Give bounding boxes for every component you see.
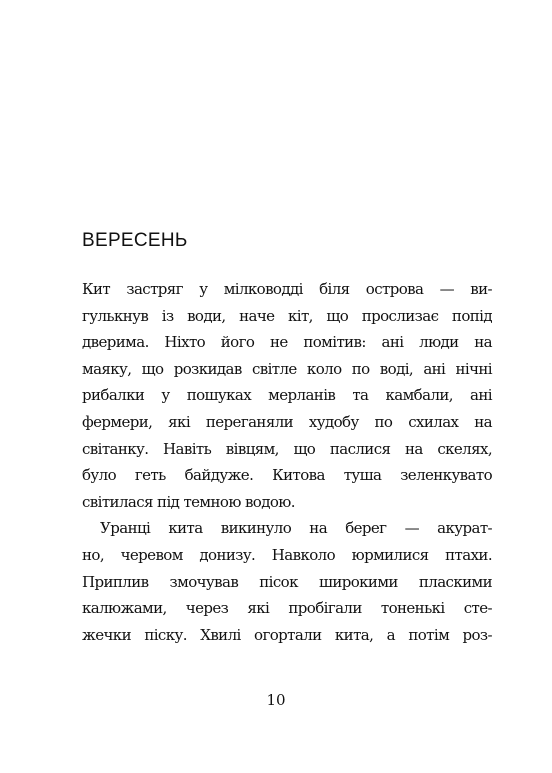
text-line: жечки піску. Хвилі огортали кита, а потім роз- — [82, 625, 492, 644]
text-line: світанку. Навіть вівцям, що паслися на скелях, — [82, 439, 492, 458]
text-line: маяку, що розкидав світле коло по воді, ані нічні — [82, 359, 492, 378]
text-line: рибалки у пошуках мерланів та камбали, ані — [82, 386, 492, 405]
body-text — [82, 276, 492, 648]
text-line: Приплив змочував пісок широкими пласкими — [82, 572, 492, 591]
text-line: світилася під темною водою. — [82, 492, 295, 511]
text-line: було геть байдуже. Китова туша зеленкувато — [82, 466, 492, 485]
text-line: Уранці кита викинуло на берег — акурат- — [100, 519, 492, 538]
text-line: но, черевом донизу. Навколо юрмилися птахи. — [82, 545, 492, 564]
text-line: калюжами, через які пробігали тоненькі сте- — [82, 599, 492, 618]
text-line: фермери, які переганяли худобу по схилах на — [82, 412, 492, 431]
page-number: 10 — [266, 691, 286, 709]
text-line: гулькнув із води, наче кіт, що прослизає попід — [82, 306, 492, 325]
chapter-title: ВЕРЕСЕНЬ — [82, 230, 188, 251]
text-line: Кит застряг у мілководді біля острова — ви- — [82, 280, 492, 298]
text-line: дверима. Ніхто його не помітив: ані люди на — [82, 333, 492, 352]
